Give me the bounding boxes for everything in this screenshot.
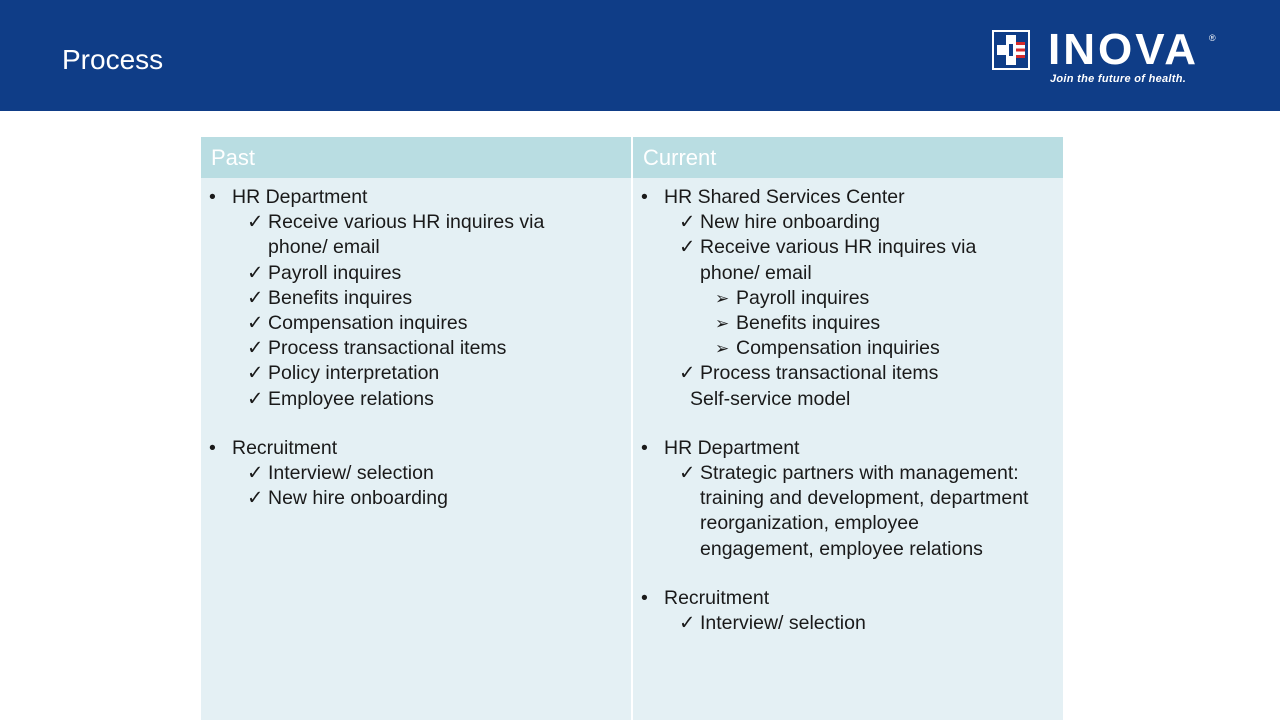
check-icon: ✓ — [247, 261, 264, 284]
current-hr-section — [641, 436, 1063, 562]
sub-list-item: ➢ Payroll inquires — [641, 286, 1063, 311]
list-item: ✓ Process transactional items — [209, 336, 631, 361]
sub-list-item: ➢ Compensation inquiries — [641, 336, 1063, 361]
list-item: • HR Department — [641, 436, 800, 459]
logo-wordmark: INOVA — [1048, 25, 1200, 74]
check-icon: ✓ — [679, 462, 696, 485]
list-item: ✓ Strategic partners with management: — [641, 461, 1063, 486]
arrow-bullet-icon: ➢ — [715, 314, 730, 334]
list-item: ✓ Interview/ selection — [209, 461, 631, 486]
check-icon: ✓ — [247, 286, 264, 309]
list-item-continuation: phone/ email — [700, 261, 812, 284]
list-item: ✓ Receive various HR inquires via — [641, 235, 1063, 260]
sub-list-item: ➢ Benefits inquires — [641, 311, 1063, 336]
list-item: • HR Shared Services Center — [641, 186, 905, 208]
list-item-continuation: phone/ email — [268, 236, 380, 259]
current-hr-heading: HR Department — [664, 436, 800, 459]
list-item: ✓ Payroll inquires — [209, 261, 631, 286]
page-title: Process — [62, 44, 164, 75]
list-item: ✓ Benefits inquires — [209, 286, 631, 311]
past-hr-section — [209, 185, 631, 412]
past-body — [201, 178, 631, 511]
check-icon: ✓ — [247, 387, 264, 410]
list-item-continuation: reorganization, employee — [700, 512, 919, 535]
registered-mark: ® — [1209, 33, 1216, 43]
check-icon: ✓ — [679, 211, 696, 234]
check-icon: ✓ — [247, 462, 264, 485]
check-icon: ✓ — [679, 612, 696, 635]
list-item: ✓ Receive various HR inquires via — [209, 210, 631, 235]
check-icon: ✓ — [247, 362, 264, 385]
current-recruitment-heading: Recruitment — [664, 586, 770, 609]
list-item: ✓ Process transactional items — [641, 361, 1063, 386]
past-recruitment-section — [209, 436, 631, 512]
arrow-bullet-icon: ➢ — [715, 339, 730, 359]
list-item: • Recruitment — [641, 586, 770, 609]
current-recruitment-section — [641, 586, 1063, 636]
check-icon: ✓ — [247, 337, 264, 360]
list-item: ✓ New hire onboarding — [641, 210, 1063, 235]
header-bar — [0, 0, 1280, 111]
list-item: • HR Department — [209, 186, 368, 208]
check-icon: ✓ — [679, 362, 696, 385]
list-item-continuation: training and development, department — [700, 487, 1029, 510]
list-item: ✓ New hire onboarding — [209, 486, 631, 511]
inova-cross-logo-icon — [992, 30, 1030, 70]
check-icon: ✓ — [247, 211, 264, 234]
current-ssc-heading: HR Shared Services Center — [664, 186, 905, 208]
list-item: • Recruitment — [209, 436, 338, 459]
past-column — [201, 137, 631, 720]
current-body — [633, 178, 1063, 636]
current-column — [633, 137, 1063, 720]
self-service-note: Self-service model — [690, 387, 851, 410]
list-item-continuation: engagement, employee relations — [700, 537, 983, 560]
list-item: ✓ Employee relations — [209, 387, 631, 412]
list-item: ✓ Interview/ selection — [641, 611, 1063, 636]
current-ssc-section — [641, 185, 1063, 412]
check-icon: ✓ — [247, 312, 264, 335]
logo-tagline: Join the future of health. — [1050, 73, 1187, 85]
past-hr-heading: HR Department — [232, 186, 368, 208]
check-icon: ✓ — [247, 487, 264, 510]
arrow-bullet-icon: ➢ — [715, 288, 730, 308]
inova-logo — [992, 25, 1224, 90]
current-header: Current — [633, 137, 1063, 178]
check-icon: ✓ — [679, 236, 696, 259]
past-recruitment-heading: Recruitment — [232, 436, 338, 459]
list-item: ✓ Compensation inquires — [209, 311, 631, 336]
past-header: Past — [201, 137, 631, 178]
list-item: ✓ Policy interpretation — [209, 361, 631, 386]
